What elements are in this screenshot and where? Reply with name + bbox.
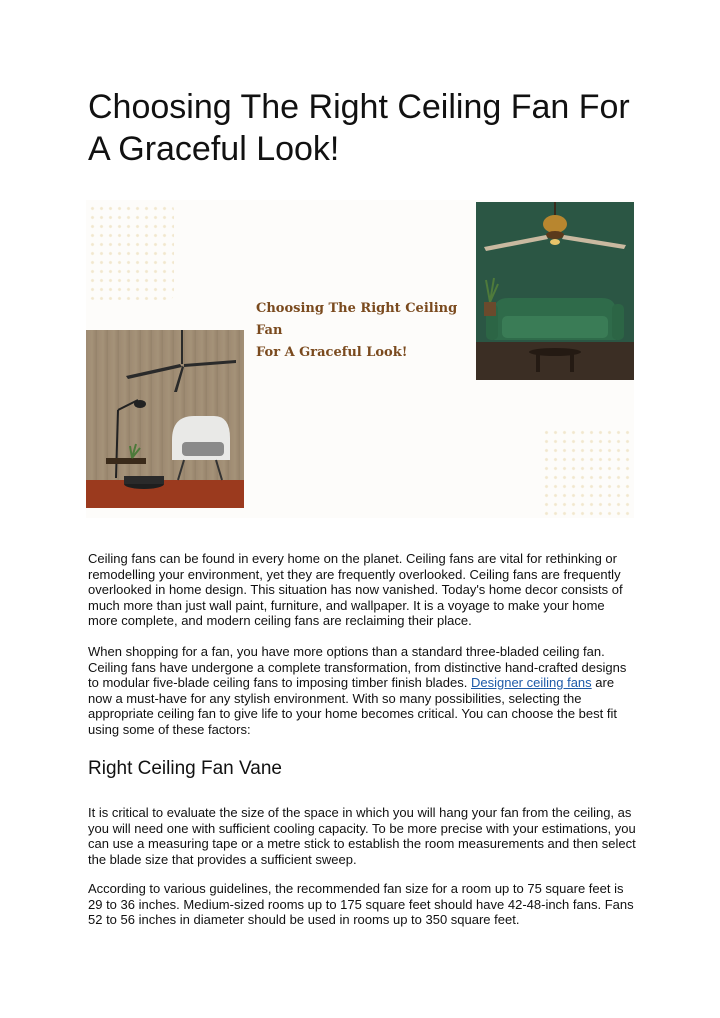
banner-heading-line-2: For A Graceful Look! [256, 345, 408, 360]
wood-room-illustration [86, 330, 244, 508]
options-paragraph [88, 644, 636, 737]
speckle-decoration-bottom-right [542, 428, 632, 516]
room-size-paragraph: It is critical to evaluate the size of the space in which you will hang your fan from the ceiling, as you will need one with sufficient cooling capacity. To be more precise with your estimations, you can use a measuring tape or a metre stick to establish the room measurements and then select the blade size that provides a sufficient sweep. [88, 805, 636, 867]
page-title: Choosing The Right Ceiling Fan For A Graceful Look! [88, 88, 630, 168]
green-room-photo [476, 202, 634, 380]
hero-banner [86, 200, 634, 518]
options-text-end: are now a must-have for any stylish environment. With so many possibilities, selecting the appropriate ceiling fan to give life to your home becomes critical. You can choose the best fit using some of these factors: [88, 675, 617, 737]
banner-heading [256, 298, 486, 364]
options-text-start: When shopping for a fan, you have more options than a standard three-bladed ceiling fan. Ceiling fans have undergone a complete transformation, from distinctive hand-crafted designs to modular five-blade ceiling fans to imposing timber finish blades. [88, 644, 627, 690]
green-room-illustration [476, 202, 634, 380]
intro-paragraph: Ceiling fans can be found in every home on the planet. Ceiling fans are vital for rethinking or remodelling your environment, yet they are frequently overlooked. Ceiling fans are frequently overlooked in home design. This situation has now vanished. Today's home decor consists of much more than just wall paint, furniture, and wallpaper. It is a voyage to make your home more complete, and modern ceiling fans are reclaiming their place. [88, 551, 623, 628]
section-heading: Right Ceiling Fan Vane [88, 758, 282, 779]
guidelines-paragraph: According to various guidelines, the recommended fan size for a room up to 75 square feet is 29 to 36 inches. Medium-sized rooms up to 175 square feet should have 42-48-inch fans. Fans 52 to 56 inches in diameter should be used in rooms up to 350 square feet. [88, 881, 634, 927]
wood-room-photo [86, 330, 244, 508]
designer-ceiling-fans-link[interactable]: Designer ceiling fans [470, 675, 592, 690]
speckle-decoration-top-left [88, 204, 174, 300]
banner-heading-line-1: Choosing The Right Ceiling Fan [256, 301, 458, 338]
